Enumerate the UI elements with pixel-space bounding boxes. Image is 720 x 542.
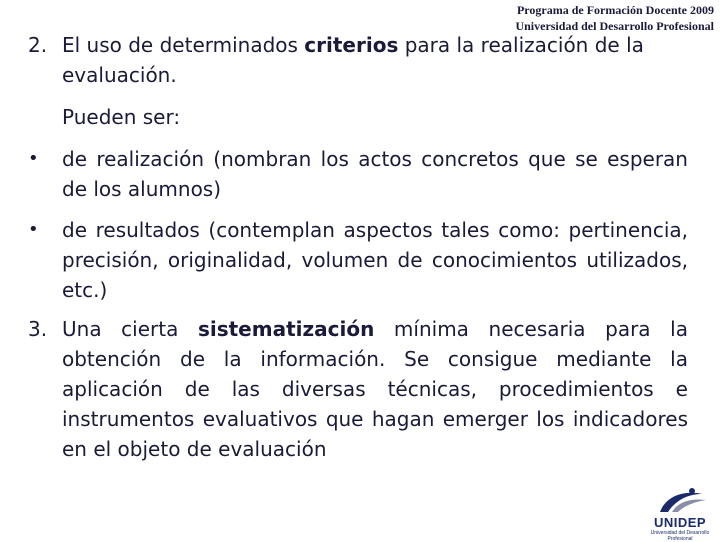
item-2-text-before: El uso de determinados bbox=[62, 33, 305, 57]
logo-swoosh-icon bbox=[644, 486, 716, 516]
item-3-text-after: mínima necesaria para la obtención de la información. Se consigue mediante la aplicación de las diversas técnicas, procedimientos e instrumentos evaluativos que hagan emerger los indicadores en el objeto de evaluación bbox=[62, 317, 688, 461]
header-program: Programa de Formación Docente 2009 bbox=[516, 3, 714, 17]
bullet-text: de resultados (contemplan aspectos tales como: pertinencia, precisión, originalidad, volumen de conocimientos utilizados, etc.) bbox=[62, 218, 688, 302]
item-2-number: 2. bbox=[28, 33, 48, 57]
logo-name: UNIDEP bbox=[653, 515, 707, 530]
bullet-icon: • bbox=[28, 148, 39, 169]
item-3-number: 3. bbox=[28, 317, 48, 341]
item-3-text-before: Una cierta bbox=[62, 317, 198, 341]
logo-tagline: Universidad del Desarrollo Profesional bbox=[650, 530, 710, 542]
item-2-bold-term: criterios bbox=[304, 33, 399, 57]
bullet-icon: • bbox=[28, 219, 39, 240]
header-university: Universidad del Desarrollo Profesional bbox=[515, 19, 714, 33]
item-3-bold-term: sistematización bbox=[197, 317, 375, 341]
item-2-text bbox=[62, 30, 702, 90]
item-2-text-after: para la realización de la evaluación. bbox=[62, 33, 644, 87]
item-3-text bbox=[62, 314, 688, 464]
intro-text: Pueden ser: bbox=[62, 105, 181, 129]
unidep-logo bbox=[644, 486, 716, 542]
bullet-text: de realización (nombran los actos concretos que se esperan de los alumnos) bbox=[62, 147, 688, 201]
